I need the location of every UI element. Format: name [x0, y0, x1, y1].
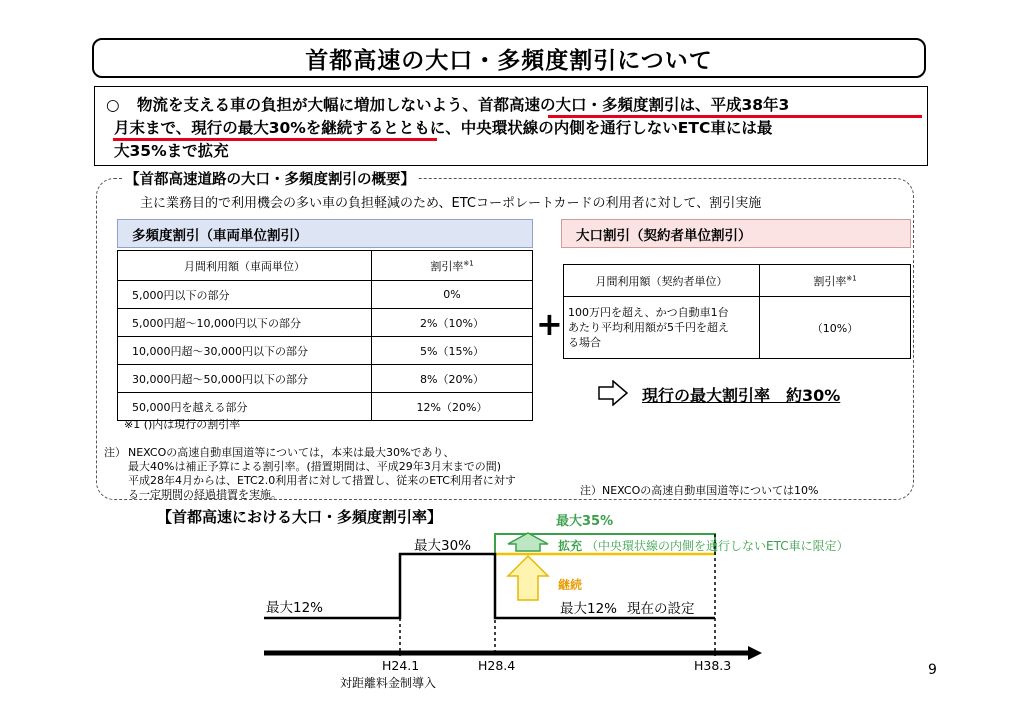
notes-line-4: る一定期間の経過措置を実施。: [128, 488, 282, 501]
expand-label: 拡充 （中央環状線の内側を通行しないETC車に限定）: [558, 539, 849, 553]
frequency-range-cell: 30,000円超～50,000円以下の部分: [118, 365, 372, 393]
max30-label: 最大30%: [414, 538, 472, 554]
volume-col1-header: 月間利用額（契約者単位）: [564, 265, 760, 297]
frequency-table: [117, 250, 533, 421]
tick-h28: H28.4: [478, 658, 516, 673]
summary-line-1: ○ 物流を支える車の負担が大幅に増加しないよう、首都高速の大口・多頻度割引は、平成38年3: [106, 96, 790, 114]
overview-desc: 主に業務目的で利用機会の多い車の負担軽減のため、ETCコーポレートカードの利用者に対して、割引実施: [140, 196, 762, 211]
tick-h24: H24.1: [382, 658, 420, 673]
frequency-rate-cell: 12%（20%）: [372, 393, 533, 421]
frequency-col1-header: 月間利用額（車両単位）: [118, 251, 372, 281]
notes-line-1: 注） NEXCOの高速自動車国道等については，本来は最大30%であり、: [104, 446, 455, 459]
notes-line-2: 最大40%は補正予算による割引率。(措置期間は、平成29年3月末までの間): [128, 460, 502, 473]
frequency-rate-cell: 2%（10%）: [372, 309, 533, 337]
max12-left-label: 最大12%: [266, 600, 324, 616]
axis-arrowhead-icon: [748, 646, 762, 660]
table-row: [118, 281, 533, 309]
summary-bullet: ○: [106, 96, 120, 114]
frequency-header: 多頻度割引（車両単位割引）: [117, 219, 533, 248]
summary-text: [106, 94, 924, 163]
volume-condition-cell: 100万円を超え、かつ自動車1台 あたり平均利用額が5千円を超え る場合: [564, 297, 760, 359]
frequency-range-cell: 5,000円以下の部分: [118, 281, 372, 309]
notes-line-3: 平成28年4月からは、ETC2.0利用者に対して措置し、従来のETC利用者に対す: [128, 474, 516, 487]
timeline-header: 【首都高速における大口・多頻度割引率】: [154, 506, 445, 527]
underline-2: [113, 138, 437, 141]
continue-label: 継続: [558, 578, 583, 592]
table-row: [564, 297, 911, 359]
page-number: 9: [928, 662, 937, 678]
continue-arrow-icon: [508, 556, 548, 600]
summary-line-3: 大35%まで拡充: [114, 142, 229, 160]
summary-line-2: 月末まで、現行の最大30%を継続するとともに、中央環状線の内側を通行しないETC車には最: [114, 119, 773, 137]
table-row: [118, 393, 533, 421]
frequency-range-cell: 50,000円を越える部分: [118, 393, 372, 421]
table-header-row: [564, 265, 911, 297]
tick-note: 対距離料金制導入: [340, 676, 437, 690]
volume-col2-header: 割引率$^{※1}$: [760, 265, 911, 297]
frequency-footnote: ※1 ()内は現行の割引率: [124, 418, 241, 431]
frequency-rate-cell: 0%: [372, 281, 533, 309]
table-row: [118, 309, 533, 337]
right-arrow-icon: [598, 380, 628, 406]
frequency-rate-cell: 5%（15%）: [372, 337, 533, 365]
frequency-range-cell: 5,000円超～10,000円以下の部分: [118, 309, 372, 337]
tick-h38: H38.3: [694, 658, 732, 673]
plus-sign: +: [536, 305, 563, 343]
max-rate-text: 現行の最大割引率 約30%: [642, 386, 841, 405]
table-row: [118, 365, 533, 393]
max12-right-label: 最大12% 現在の設定: [560, 601, 695, 617]
notes-right: 注）NEXCOの高速自動車国道等については10%: [580, 484, 819, 497]
table-row: [118, 337, 533, 365]
frequency-rate-cell: 8%（20%）: [372, 365, 533, 393]
page-title: 首都高速の大口・多頻度割引について: [92, 38, 926, 78]
volume-header: 大口割引（契約者単位割引）: [561, 219, 911, 248]
volume-rate-cell: （10%）: [760, 297, 911, 359]
table-header-row: [118, 251, 533, 281]
volume-table: [563, 264, 911, 359]
max35-label: 最大35%: [556, 514, 614, 529]
frequency-range-cell: 10,000円超～30,000円以下の部分: [118, 337, 372, 365]
notes-block: [104, 446, 544, 502]
underline-1: [548, 115, 922, 118]
frequency-col2-header: 割引率$^{※1}$: [372, 251, 533, 281]
overview-header: 【首都高速道路の大口・多頻度割引の概要】: [122, 168, 418, 189]
expand-arrow-icon: [508, 533, 548, 551]
